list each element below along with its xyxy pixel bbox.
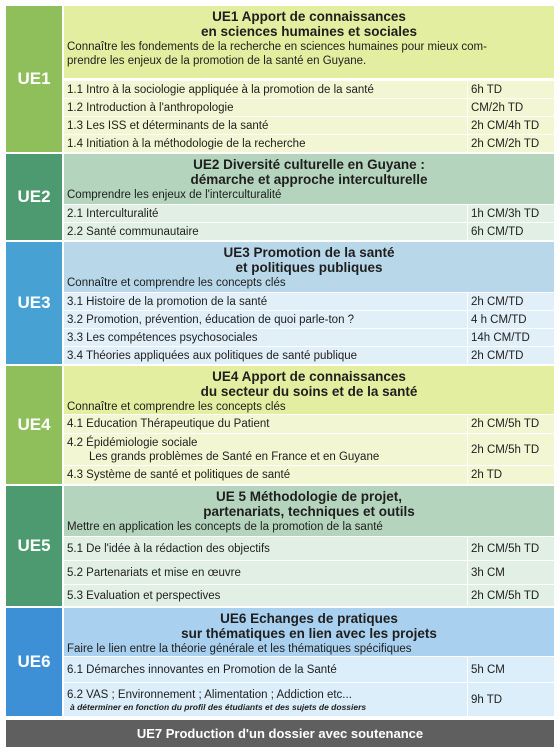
table-row: 3.2 Promotion, prévention, éducation de quoi parle-ton ? 4 h CM/TD (64, 310, 554, 328)
hours-cell: 2h CM/4h TD (467, 117, 554, 134)
table-row: 5.3 Evaluation et perspectives 2h CM/5h TD (64, 584, 554, 606)
ue6-rows (64, 656, 554, 716)
ue5-objective: Mettre en application les concepts de la promotion de la santé (67, 521, 383, 533)
table-row: 4.1 Education Thérapeutique du Patient 2h CM/5h TD (64, 414, 554, 433)
ue4-title: UE4 Apport de connaissances du secteur du soins et de la santé (200, 369, 418, 399)
hours-cell: 4 h CM/TD (467, 311, 554, 328)
ue1-block (6, 6, 554, 152)
hours-cell: 6h CM/TD (467, 223, 554, 240)
table-row: 2.2 Santé communautaire 6h CM/TD (64, 222, 554, 240)
ue4-tab: UE4 (6, 366, 62, 484)
ue2-tab: UE2 (6, 154, 62, 240)
ue1-rows (64, 80, 554, 152)
table-row: 5.2 Partenariats et mise en œuvre 3h CM (64, 560, 554, 584)
ue4-block (6, 366, 554, 484)
ue3-tab: UE3 (6, 242, 62, 364)
ue5-block (6, 486, 554, 606)
ue4-header (64, 366, 554, 414)
hours-cell: 2h CM/5h TD (467, 415, 554, 433)
hours-cell: 2h TD (467, 466, 554, 484)
ue6-title: UE6 Echanges de pratiques sur thématiques en lien avec les projets (181, 611, 437, 641)
table-row: 3.1 Histoire de la promotion de la santé 2h CM/TD (64, 292, 554, 310)
hours-cell: 3h CM (467, 561, 554, 584)
hours-cell: 2h CM/5h TD (467, 537, 554, 560)
ue5-tab: UE5 (6, 486, 62, 606)
table-row: 1.3 Les ISS et déterminants de la santé 2h CM/4h TD (64, 116, 554, 134)
ue6-header (64, 608, 554, 656)
ue5-header (64, 486, 554, 536)
table-row: 4.3 Système de santé et politiques de santé 2h TD (64, 465, 554, 484)
ue3-block (6, 242, 554, 364)
ue2-title: UE2 Diversité culturelle en Guyane : démarche et approche interculturelle (190, 157, 428, 187)
hours-cell: 2h CM/5h TD (467, 434, 554, 465)
table-row: 6.2 VAS ; Environnement ; Alimentation ; Addiction etc... à déterminer en fonction du profil des étudiants et des sujets de dossiers 9h TD (64, 682, 554, 716)
ue2-header (64, 154, 554, 204)
hours-cell: CM/2h TD (467, 99, 554, 116)
table-row: 3.3 Les compétences psychosociales 14h CM/TD (64, 328, 554, 346)
row-note: à déterminer en fonction du profil des étudiants et des sujets de dossiers (70, 701, 367, 712)
hours-cell: 1h CM/3h TD (467, 205, 554, 222)
ue7-banner: UE7 Production d'un dossier avec soutenance (6, 720, 554, 747)
ue1-objective: Connaître les fondements de la recherche en sciences humaines pour mieux com- prendre les enjeux de la promotion de la santé en Guyane. (67, 41, 487, 67)
ue3-rows (64, 292, 554, 364)
ue4-objective: Connaître et comprendre les concepts clés (67, 401, 286, 413)
ue6-tab: UE6 (6, 608, 62, 716)
hours-cell: 9h TD (467, 683, 554, 716)
ue2-rows (64, 204, 554, 240)
ue1-tab: UE1 (6, 6, 62, 152)
table-row: 3.4 Théories appliquées aux politiques de santé publique 2h CM/TD (64, 346, 554, 364)
hours-cell: 2h CM/TD (467, 293, 554, 310)
hours-cell: 2h CM/TD (467, 347, 554, 364)
ue1-header (64, 6, 554, 78)
ue6-objective: Faire le lien entre la théorie générale et les thématiques spécifiques (67, 643, 412, 655)
ue5-rows (64, 536, 554, 606)
ue1-title: UE1 Apport de connaissances en sciences humaines et sociales (200, 9, 418, 39)
ue3-objective: Connaître et comprendre les concepts clés (67, 277, 286, 289)
ue2-objective: Comprendre les enjeux de l'interculturalité (67, 189, 282, 201)
ue4-rows (64, 414, 554, 484)
ue5-title: UE 5 Méthodologie de projet, partenariats, techniques et outils (203, 489, 415, 519)
table-row: 1.1 Intro à la sociologie appliquée à la promotion de la santé 6h TD (64, 80, 554, 98)
ue6-block (6, 608, 554, 716)
table-row: 1.2 Introduction à l'anthropologie CM/2h TD (64, 98, 554, 116)
table-row: 5.1 De l'idée à la rédaction des objectifs 2h CM/5h TD (64, 536, 554, 560)
ue3-header (64, 242, 554, 292)
hours-cell: 5h CM (467, 657, 554, 682)
table-row: 4.2 Épidémiologie sociale Les grands problèmes de Santé en France et en Guyane 2h CM/5h TD (64, 433, 554, 465)
table-row: 1.4 Initiation à la méthodologie de la recherche 2h CM/2h TD (64, 134, 554, 152)
table-row: 2.1 Interculturalité 1h CM/3h TD (64, 204, 554, 222)
hours-cell: 6h TD (467, 81, 554, 98)
ue2-block (6, 154, 554, 240)
hours-cell: 2h CM/2h TD (467, 135, 554, 152)
ue3-title: UE3 Promotion de la santé et politiques publiques (223, 245, 395, 275)
hours-cell: 14h CM/TD (467, 329, 554, 346)
table-row: 6.1 Démarches innovantes en Promotion de la Santé 5h CM (64, 656, 554, 682)
hours-cell: 2h CM/5h TD (467, 585, 554, 606)
